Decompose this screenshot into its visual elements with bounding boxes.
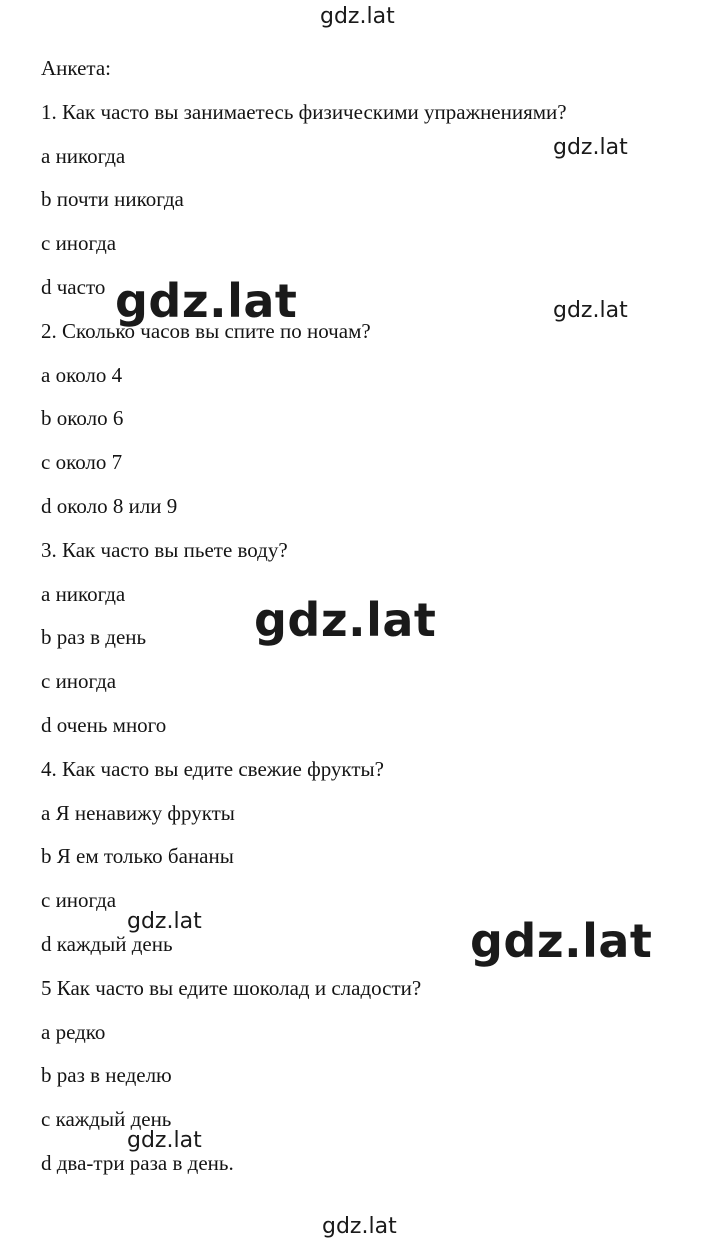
question-2-option-d: d около 8 или 9 [41,494,178,518]
question-1-option-d: d часто [41,275,106,299]
question-5: 5 Как часто вы едите шоколад и сладости? [41,976,422,1000]
question-3-option-c: c иногда [41,669,117,693]
watermark-small-1: gdz.lat [127,909,202,934]
question-1: 1. Как часто вы занимаетесь физическими упражнениями? [41,100,567,124]
question-3-option-d: d очень много [41,713,167,737]
question-2-option-c: c около 7 [41,450,123,474]
watermark-right-2: gdz.lat [553,298,628,323]
question-4: 4. Как часто вы едите свежие фрукты? [41,757,384,781]
watermark-big-3: gdz.lat [470,914,653,968]
question-3: 3. Как часто вы пьете воду? [41,538,288,562]
watermark-right-1: gdz.lat [553,135,628,160]
watermark-bottom: gdz.lat [322,1214,397,1239]
question-4-option-c: c иногда [41,888,117,912]
question-4-option-d: d каждый день [41,932,173,956]
question-1-option-c: c иногда [41,231,117,255]
question-3-option-a: a никогда [41,582,126,606]
watermark-big-1: gdz.lat [115,274,298,328]
watermark-big-2: gdz.lat [254,593,437,647]
question-2-option-a: a около 4 [41,363,123,387]
question-1-option-a: a никогда [41,144,126,168]
question-5-option-a: a редко [41,1020,106,1044]
question-1-option-b: b почти никогда [41,187,184,211]
watermark-top: gdz.lat [320,4,395,29]
question-5-option-b: b раз в неделю [41,1063,172,1087]
question-4-option-a: a Я ненавижу фрукты [41,801,235,825]
watermark-small-2: gdz.lat [127,1128,202,1153]
questionnaire-title: Анкета: [41,56,111,80]
question-5-option-d: d два-три раза в день. [41,1151,234,1175]
question-3-option-b: b раз в день [41,625,147,649]
question-5-option-c: c каждый день [41,1107,172,1131]
question-4-option-b: b Я ем только бананы [41,844,234,868]
question-2: 2. Сколько часов вы спите по ночам? [41,319,371,343]
question-2-option-b: b около 6 [41,406,124,430]
